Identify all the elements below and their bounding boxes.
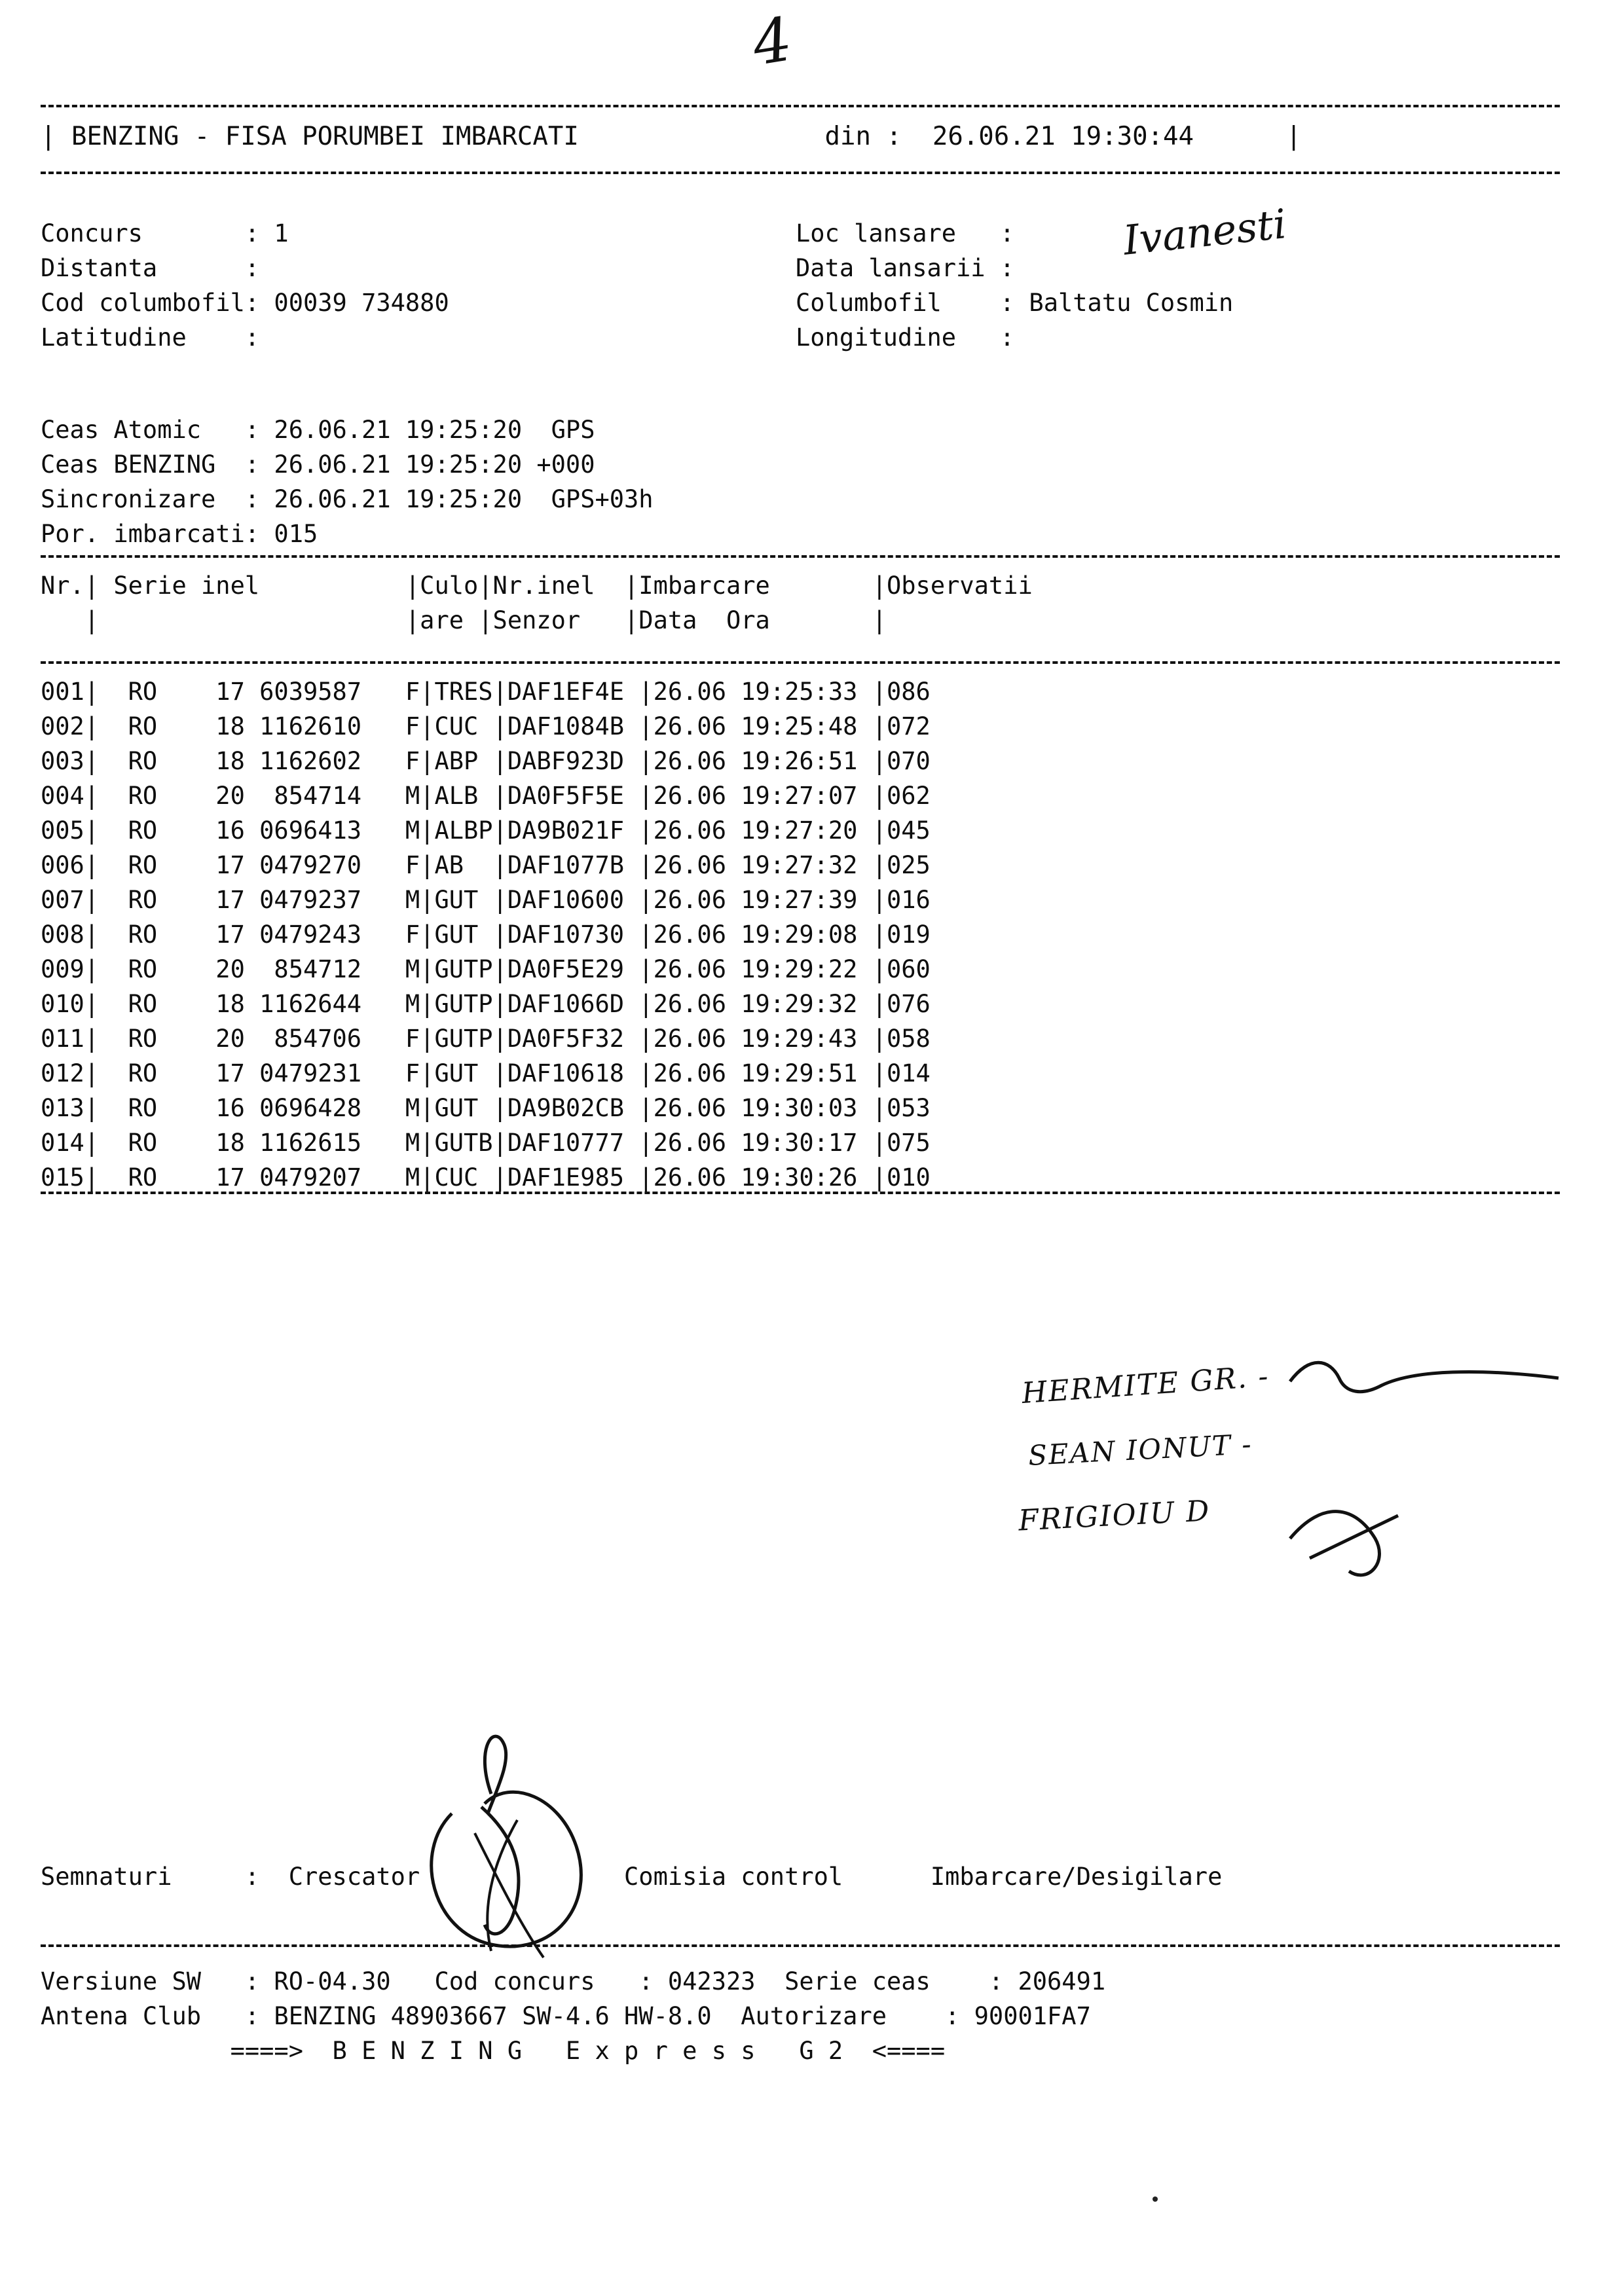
footer-line-software: Versiune SW : RO-04.30 Cod concurs : 042323 Serie ceas : 206491 — [41, 1967, 1106, 1995]
table-row: 015| RO 17 0479207 M|CUC |DAF1E985 |26.06 19:30:26 |010 — [41, 1163, 931, 1192]
document-title-bar — [41, 119, 1560, 154]
footer-line-antenna: Antena Club : BENZING 48903667 SW-4.6 HW-8.0 Autorizare : 90001FA7 — [41, 2002, 1091, 2030]
table-row: 011| RO 20 854706 F|GUTP|DA0F5F32 |26.06 19:29:43 |058 — [41, 1025, 931, 1053]
footer-line-brand: ====> B E N Z I N G E x p r e s s G 2 <==== — [41, 2037, 946, 2065]
handwritten-signature-marks — [1283, 1342, 1578, 1597]
divider-below-table — [41, 1192, 1560, 1194]
clock-line-benzing: Ceas BENZING : 26.06.21 19:25:20 +000 — [41, 450, 595, 479]
divider-above-footer — [41, 1944, 1560, 1947]
table-header-row-2: | |are |Senzor |Data Ora | — [41, 606, 887, 634]
table-row: 008| RO 17 0479243 F|GUT |DAF10730 |26.06 19:29:08 |019 — [41, 920, 931, 949]
table-row: 001| RO 17 6039587 F|TRES|DAF1EF4E |26.06 19:25:33 |086 — [41, 678, 931, 706]
document-footer — [41, 1964, 1105, 2068]
table-row: 014| RO 18 1162615 M|GUTB|DAF10777 |26.06 19:30:17 |075 — [41, 1129, 931, 1157]
signatures-row — [41, 1859, 1222, 1894]
info-left-line-5: Latitudine : — [41, 323, 260, 352]
clock-info-block — [41, 412, 654, 551]
info-left-line-4: Cod columbofil: 00039 734880 — [41, 289, 449, 317]
handwritten-crescator-signature — [413, 1715, 648, 1964]
divider-above-table — [41, 555, 1560, 558]
divider-under-table-header — [41, 661, 1560, 664]
table-header-row-1: Nr.| Serie inel |Culo|Nr.inel |Imbarcare |Observatii — [41, 572, 1033, 600]
clock-line-atomic: Ceas Atomic : 26.06.21 19:25:20 GPS — [41, 416, 595, 444]
info-left-line-1: Concurs : 1 — [41, 219, 289, 247]
table-row: 007| RO 17 0479237 M|GUT |DAF10600 |26.06 19:27:39 |016 — [41, 886, 931, 914]
handwritten-page-number: 4 — [747, 4, 797, 79]
table-row: 009| RO 20 854712 M|GUTP|DA0F5E29 |26.06 19:29:22 |060 — [41, 955, 931, 983]
divider-top — [41, 105, 1560, 107]
page-title: | BENZING - FISA PORUMBEI IMBARCATI din : 26.06.21 19:30:44 | — [41, 122, 1302, 151]
table-row: 003| RO 18 1162602 F|ABP |DABF923D |26.06 19:26:51 |070 — [41, 747, 931, 775]
info-left-column — [41, 216, 449, 355]
info-left-line-3: Distanta : — [41, 254, 260, 282]
divider-under-title — [41, 172, 1560, 174]
info-right-line-5: Longitudine : — [796, 323, 1015, 352]
table-row: 010| RO 18 1162644 M|GUTP|DAF1066D |26.06 19:29:32 |076 — [41, 990, 931, 1018]
clock-line-sync: Sincronizare : 26.06.21 19:25:20 GPS+03h — [41, 485, 654, 513]
pigeon-table-body — [41, 674, 931, 1195]
clock-line-count: Por. imbarcati: 015 — [41, 520, 318, 548]
table-row: 012| RO 17 0479231 F|GUT |DAF10618 |26.06 19:29:51 |014 — [41, 1059, 931, 1087]
table-row: 005| RO 16 0696413 M|ALBP|DA9B021F |26.06 19:27:20 |045 — [41, 816, 931, 845]
info-right-line-4: Columbofil : Baltatu Cosmin — [796, 289, 1234, 317]
signatures-line: Semnaturi : Crescator Comisia control Imbarcare/Desigilare — [41, 1863, 1223, 1891]
handwritten-annotation-3: FRIGIOIU D — [1017, 1494, 1211, 1538]
info-right-line-3: Data lansarii : — [796, 254, 1015, 282]
table-row: 002| RO 18 1162610 F|CUC |DAF1084B |26.06 19:25:48 |072 — [41, 712, 931, 740]
table-row: 004| RO 20 854714 M|ALB |DA0F5F5E |26.06 19:27:07 |062 — [41, 782, 931, 810]
handwritten-annotation-1: HERMITE GR. - — [1020, 1359, 1270, 1411]
info-right-line-1: Loc lansare : — [796, 219, 1015, 247]
handwritten-annotation-2: SEAN IONUT - — [1027, 1428, 1253, 1472]
handwritten-launch-location: Ivanesti — [1120, 200, 1289, 264]
page-artifact-dot — [1153, 2196, 1158, 2202]
table-row: 006| RO 17 0479270 F|AB |DAF1077B |26.06 19:27:32 |025 — [41, 851, 931, 879]
table-row: 013| RO 16 0696428 M|GUT |DA9B02CB |26.06 19:30:03 |053 — [41, 1094, 931, 1122]
table-header — [41, 568, 1033, 638]
